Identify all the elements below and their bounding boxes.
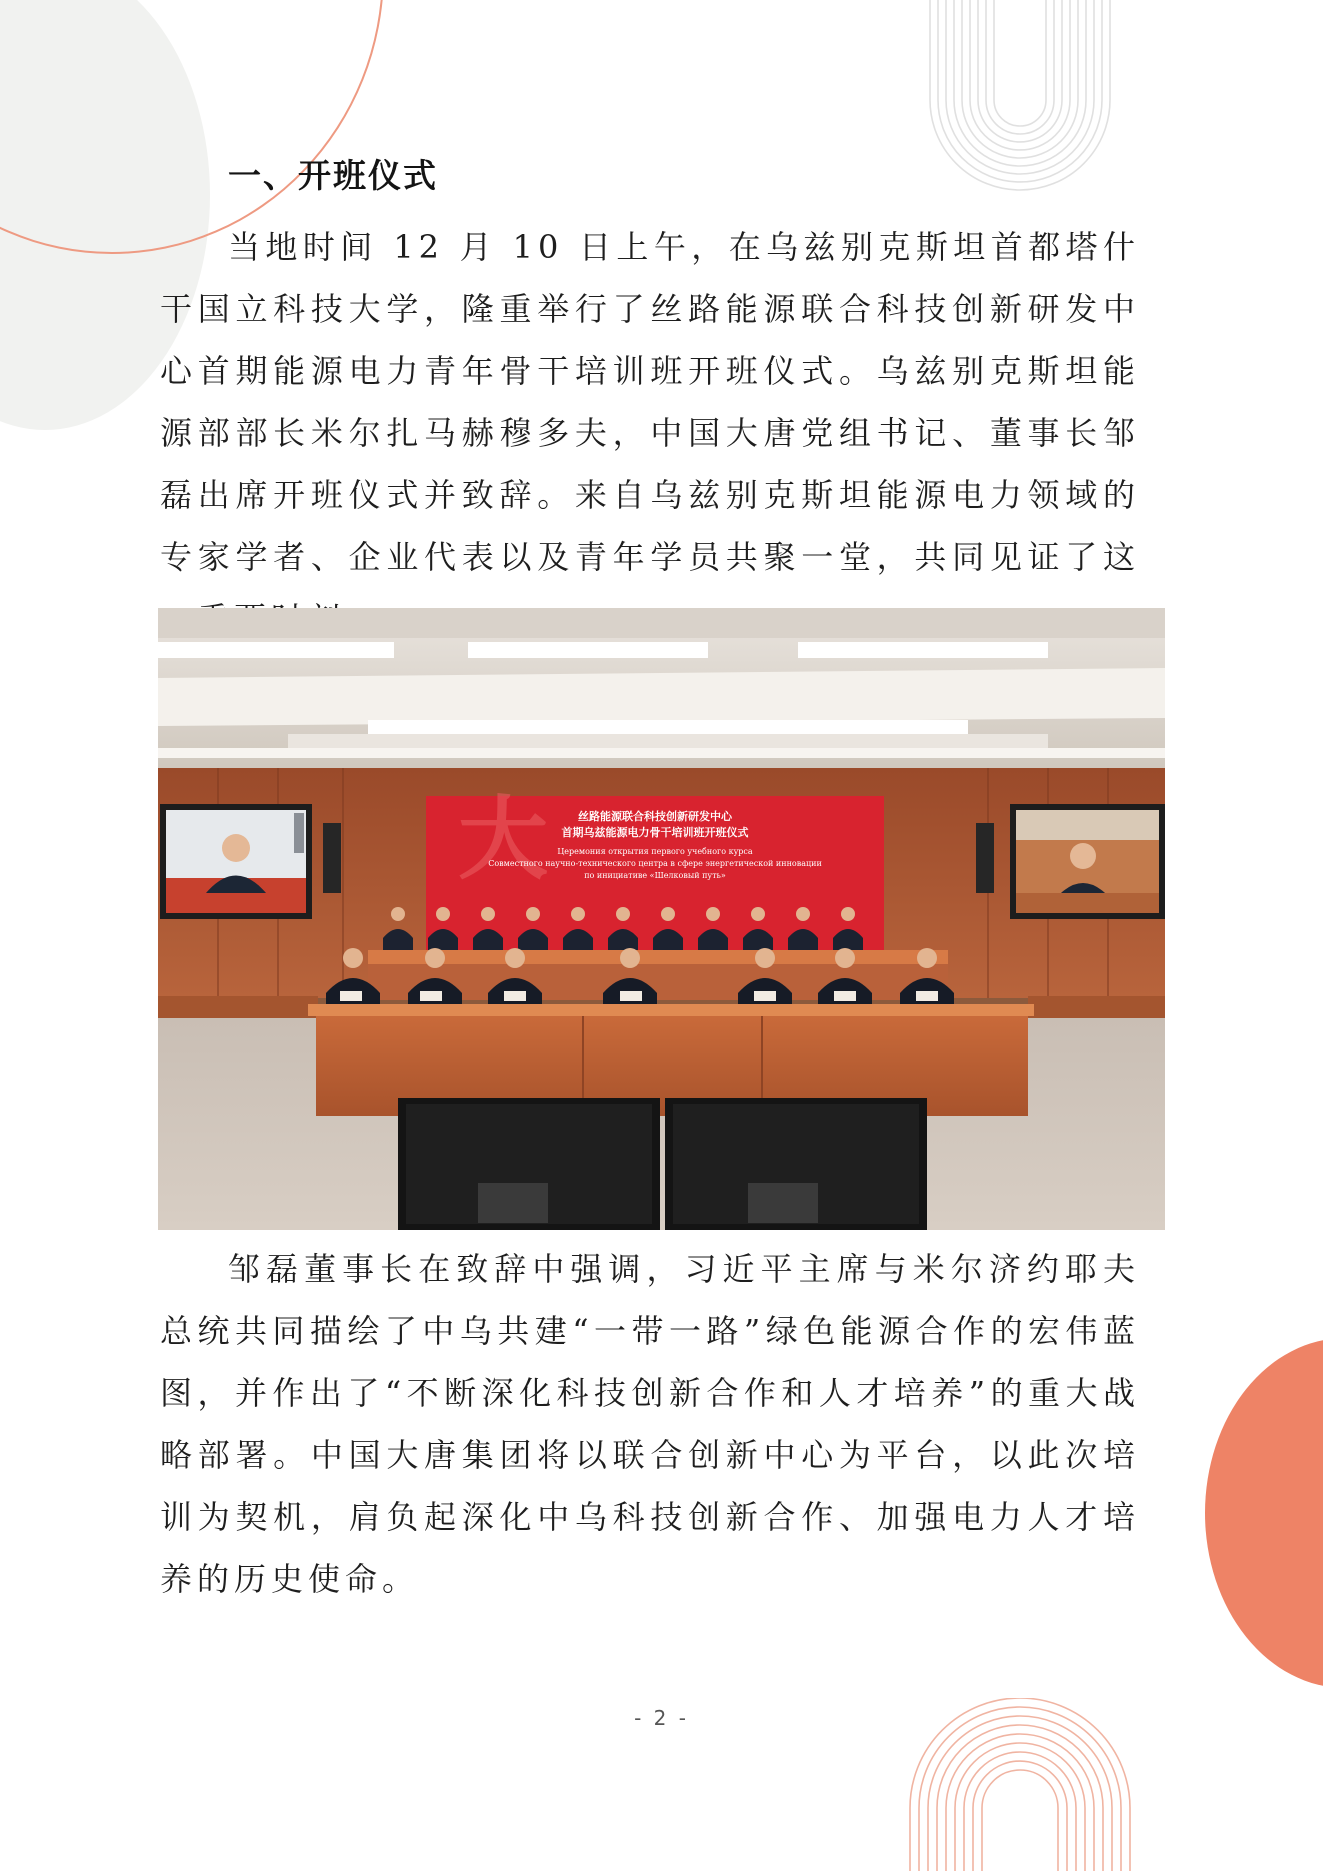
- banner-line-1: 丝路能源联合科技创新研发中心: [578, 810, 732, 823]
- banner-line-4: Совместного научно-технического центра в сфере энергетической инновации: [488, 859, 822, 868]
- ceremony-photo: [158, 608, 1165, 1230]
- paragraph-speech: 邹磊董事长在致辞中强调，习近平主席与米尔济约耶夫总统共同描绘了中乌共建“一带一路”绿色能源合作的宏伟蓝图，并作出了“不断深化科技创新合作和人才培养”的重大战略部署。中国大唐集团将以联合创新中心为平台，以此次培训为契机，肩负起深化中乌科技创新合作、加强电力人才培养的历史使命。: [160, 1250, 1140, 1598]
- decorative-orange-half-circle: [1205, 1338, 1323, 1688]
- banner-line-5: по инициативе «Шелковый путь»: [584, 871, 726, 880]
- banner-line-2: 首期乌兹能源电力骨干培训班开班仪式: [561, 826, 749, 839]
- paragraph-opening-ceremony: 当地时间 12 月 10 日上午，在乌兹别克斯坦首都塔什干国立科技大学，隆重举行了丝路能源联合科技创新研发中心首期能源电力青年骨干培训班开班仪式。乌兹别克斯坦能源部部长米尔扎马赫穆多夫，中国大唐党组书记、董事长邹磊出席开班仪式并致辞。来自乌兹别克斯坦能源电力领域的专家学者、企业代表以及青年学员共聚一堂，共同见证了这: [160, 228, 1140, 576]
- banner-line-3: Церемония открытия первого учебного курса: [557, 847, 753, 856]
- ceremony-photo-illustration: [158, 608, 1165, 1230]
- decorative-arch-lines-top: [925, 0, 1115, 195]
- section-heading: 一、开班仪式: [228, 156, 438, 195]
- svg-text:大: 大: [458, 786, 548, 892]
- page-number: - 2 -: [634, 1706, 689, 1730]
